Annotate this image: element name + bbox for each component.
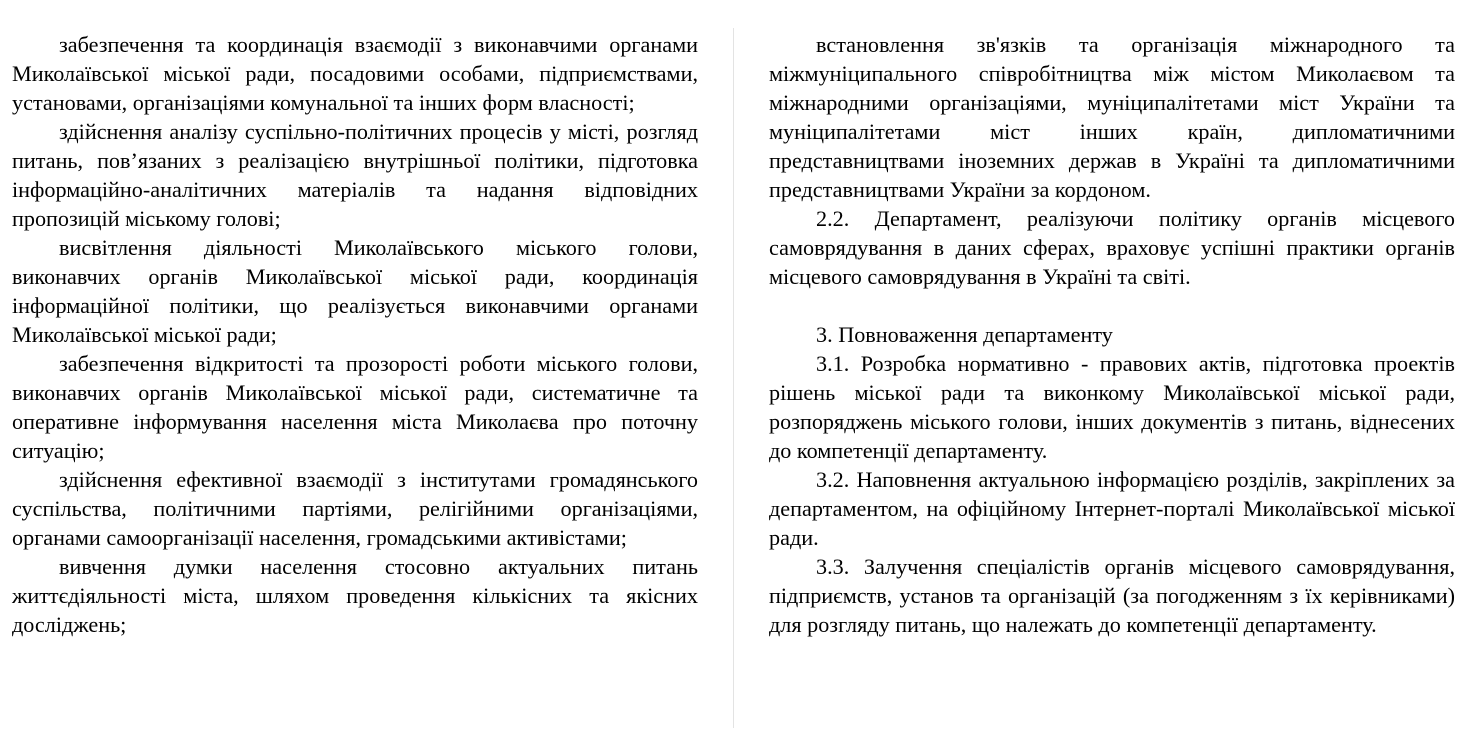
right-paragraph-2-2: 2.2. Департамент, реалізуючи політику органів місцевого самоврядування в даних сферах, враховує успішні практики органів місцевого самоврядування в Україні та світі. xyxy=(769,206,1455,289)
blank-line xyxy=(769,291,1455,320)
left-paragraph-coordination: забезпечення та координація взаємодії з виконавчими органами Миколаївської міської ради, посадовими особами, підприємствами, установами, організаціями комунальної та інших форм власності; xyxy=(12,32,698,115)
left-paragraph-transparency: забезпечення відкритості та прозорості роботи міського голови, виконавчих органів Миколаївської міської ради, систематичне та оперативне інформування населення міста Миколаєва про поточну ситуацію; xyxy=(12,351,698,463)
right-page xyxy=(769,0,1455,742)
left-paragraph-public-opinion: вивчення думки населення стосовно актуальних питань життєдіяльності міста, шляхом проведення кількісних та якісних досліджень; xyxy=(12,554,698,637)
page-divider xyxy=(733,28,734,728)
section-item-3-1: 3.1. Розробка нормативно - правових актів, підготовка проектів рішень міської ради та виконкому Миколаївської міської ради, розпоряджень міського голови, інших документів з питань, віднесених до компетенції департаменту. xyxy=(769,351,1455,463)
right-paragraph-international: встановлення зв'язків та організація міжнародного та міжмуніципального співробітництва між містом Миколаєвом та міжнародними організаціями, муніципалітетами міст України та муніципалітетами міст інших країн, дипломатичними представництвами іноземних держав в Україні та дипломатичними представництвами України за кордоном. xyxy=(769,32,1455,202)
left-paragraph-civil-society: здійснення ефективної взаємодії з інститутами громадянського суспільства, політичними партіями, релігійними організаціями, органами самоорганізації населення, громадськими активістами; xyxy=(12,467,698,550)
left-paragraph-coverage: висвітлення діяльності Миколаївського міського голови, виконавчих органів Миколаївської міської ради, координація інформаційної політики, що реалізується виконавчими органами Миколаївської міської ради; xyxy=(12,235,698,347)
section-heading: 3. Повноваження департаменту xyxy=(816,322,1113,347)
left-paragraph-analysis: здійснення аналізу суспільно-політичних процесів у місті, розгляд питань, пов’язаних з реалізацією внутрішньої політики, підготовка інформаційно-аналітичних матеріалів та надання відповідних пропозицій міському голові; xyxy=(12,119,698,231)
section-item-3-2: 3.2. Наповнення актуальною інформацією розділів, закріплених за департаментом, на офіційному Інтернет-порталі Миколаївської міської ради. xyxy=(769,467,1455,550)
section-item-3-3: 3.3. Залучення спеціалістів органів місцевого самоврядування, підприємств, установ та організацій (за погодженням з їх керівниками) для розгляду питань, що належать до компетенції департаменту. xyxy=(769,554,1455,637)
left-page xyxy=(12,0,698,742)
